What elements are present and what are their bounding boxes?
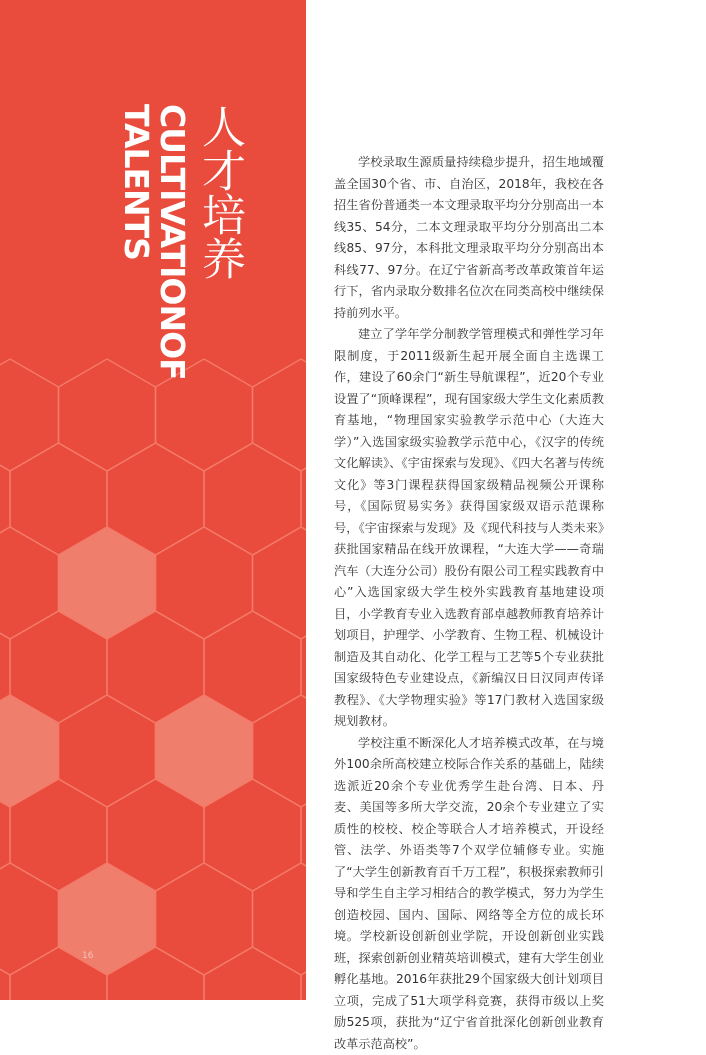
english-title-line2: TALENTS	[118, 104, 154, 380]
hexagon-outline	[0, 359, 59, 471]
hexagon-outline	[156, 863, 253, 975]
hexagon-filled	[156, 695, 253, 807]
hexagon-filled	[59, 863, 156, 975]
hexagon-outline	[253, 863, 307, 975]
english-title	[118, 104, 190, 380]
english-title-line1: CULTIVATIONOF	[154, 104, 190, 380]
hexagon-outline	[0, 527, 59, 639]
hexagon-outline	[204, 443, 301, 555]
hexagon-filled	[0, 695, 59, 807]
hexagon-outline	[59, 695, 156, 807]
hexagon-outline	[301, 443, 306, 555]
hexagon-outline	[253, 695, 307, 807]
paragraph-reform: 学校注重不断深化人才培养模式改革，在与境外100余所高校建立校际合作关系的基础上，陆续选派近20余个专业优秀学生赴台湾、日本、丹麦、美国等多所大学交流，20余个专业建立了实质性的校校、校企等联合人才培养模式，开设经管、法学、外语类等7个双学位辅修专业。实施了“大学生创新教育百千万工程”，积极探索教师引导和学生自主学习相结合的教学模式，努力为学生创造校园、国内、国际、网络等全方位的成长环境。学校新设创新创业学院，开设创新创业实践班，探索创新创业精英培训模式，建有大学生创业孵化基地。2016年获批29个国家级大创计划项目立项，完成了51大项学科竞赛，获得市级以上奖励525项，获批为“辽宁省首批深化创新创业教育改革示范高校”。	[334, 733, 604, 1055]
hexagon-filled	[59, 527, 156, 639]
paragraph-curriculum: 建立了学年学分制教学管理模式和弹性学习年限制度，于2011级新生起开展全面自主选课工作，建设了60余门“新生导航课程”，近20个专业设置了“顶峰课程”，现有国家级大学生文化素质教育基地，“物理国家实验教学示范中心（大连大学）”入选国家级实验教学示范中心，《汉字的传统文化解读》、《宇宙探索与发现》、《四大名著与传统文化》等3门课程获得国家级精品视频公开课称号，《国际贸易实务》获得国家级双语示范课称号，《宇宙探索与发现》及《现代科技与人类未来》获批国家精品在线开放课程，“大连大学——奇瑞汽车（大连分公司）股份有限公司工程实践教育中心”入选国家级大学生校外实践教育基地建设项目，小学教育专业入选教育部卓越教师教育培养计划项目，护理学、小学教育、生物工程、机械设计制造及其自动化、化学工程与工艺等5个专业获批国家级特色专业建设点，《新编汉日日汉同声传译教程》、《大学物理实验》等17门教材入选国家级规划教材。	[334, 324, 604, 733]
hexagon-outline	[301, 947, 306, 1000]
hexagon-outline	[156, 527, 253, 639]
hexagon-outline	[0, 947, 10, 1000]
hexagon-outline	[253, 527, 307, 639]
panel-notch	[276, 103, 306, 155]
hexagon-outline	[0, 443, 10, 555]
body-text	[334, 152, 604, 1055]
hexagon-outline	[301, 611, 306, 723]
paragraph-admissions: 学校录取生源质量持续稳步提升，招生地域覆盖全国30个省、市、自治区，2018年，我校在各招生省份普通类一本文理录取平均分分别高出一本线35、54分，二本文理录取平均分分别高出二本线85、97分，本科批文理录取平均分分别高出本科线77、97分。在辽宁省新高考改革政策首年运行下，省内录取分数排名位次在同类高校中继续保持前列水平。	[334, 152, 604, 324]
hexagon-outline	[301, 779, 306, 891]
red-side-panel	[0, 0, 306, 1000]
hexagon-outline	[253, 359, 307, 471]
page-number: 16	[82, 951, 93, 961]
hexagon-outline	[204, 947, 301, 1000]
chinese-title: 人才培养	[192, 104, 246, 280]
hexagon-outline	[0, 863, 59, 975]
